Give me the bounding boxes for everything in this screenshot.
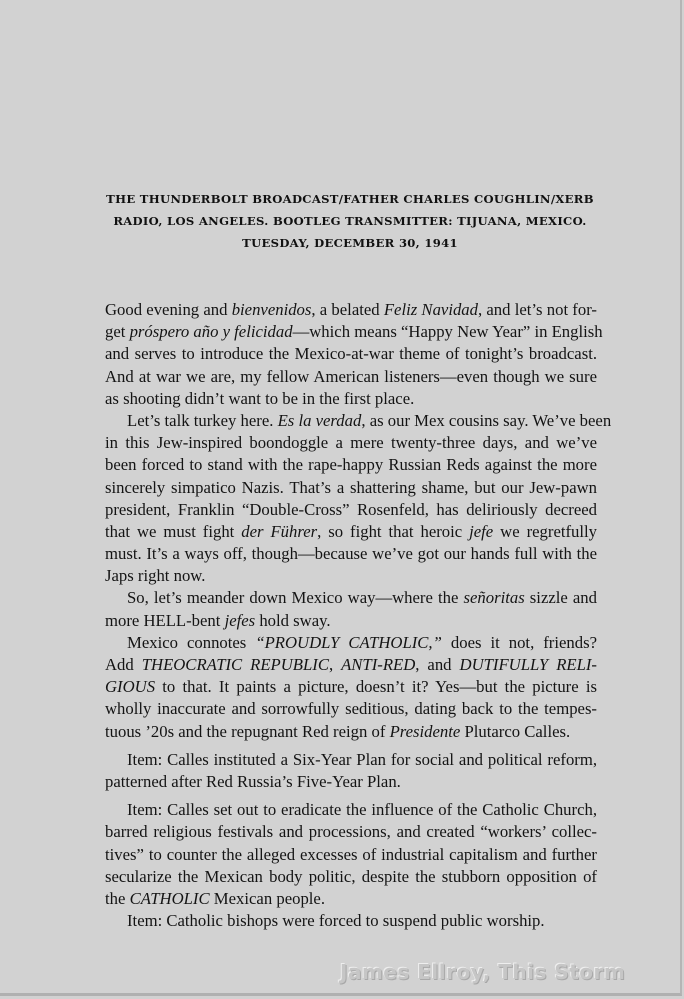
text-run: , and let’s not for- — [478, 300, 597, 319]
text-run: , so fight that heroic — [317, 521, 470, 541]
text-run: Plutarco Calles. — [460, 721, 571, 741]
text-run-italic: der Führer — [241, 521, 318, 541]
watermark: James Ellroy, This Storm — [340, 960, 626, 984]
text-line: Item: Calles set out to eradicate the influence of the Catholic Church, — [127, 800, 597, 820]
text-run: , as our Mex cousins say. We’ve been — [361, 410, 612, 430]
text-run-italic: GIOUS — [105, 677, 156, 697]
paragraph-3 — [105, 587, 597, 631]
text-line: And at war we are, my fellow American listeners—even though we sure — [105, 366, 597, 386]
text-line: secularize the Mexican body politic, despite the stubborn opposition of — [105, 866, 597, 886]
text-line — [105, 521, 597, 543]
text-run: So, let’s meander down Mexico way—where the — [127, 588, 464, 608]
header-line-2: RADIO, LOS ANGELES. BOOTLEG TRANSMITTER: TIJUANA, MEXICO. — [113, 214, 587, 228]
text-line — [105, 721, 597, 743]
paragraph-6 — [105, 799, 597, 910]
text-line: in this Jew-inspired boondoggle a mere twenty-three days, and we’ve — [105, 433, 597, 453]
text-line: tives” to counter the alleged excesses of industrial capitalism and further — [105, 844, 597, 864]
text-run-italic: ANTI-RED — [341, 655, 416, 674]
text-run-italic: “PROUDLY CATHOLIC,” — [255, 632, 442, 652]
text-run: Add — [105, 655, 142, 674]
text-line: Item: Catholic bishops were forced to suspend public worship. — [127, 911, 545, 931]
text-line: must. It’s a ways off, though—because we’ve got our hands full with the — [105, 544, 597, 564]
text-run: , a belated — [311, 300, 384, 319]
paragraph-1 — [105, 299, 603, 410]
text-run: the — [105, 888, 130, 908]
text-run: hold sway. — [255, 610, 331, 630]
text-run-italic: CATHOLIC — [129, 888, 210, 908]
text-run-italic: jefe — [469, 521, 494, 541]
text-line — [105, 299, 597, 321]
text-run-italic: Presidente — [389, 721, 461, 741]
paragraph-5 — [105, 749, 597, 793]
text-run-italic: jefes — [224, 610, 256, 630]
text-line — [105, 632, 597, 654]
text-run: get — [105, 322, 130, 342]
text-line — [105, 654, 597, 676]
text-line: barred religious festivals and processions, and created “workers’ collec- — [105, 822, 597, 842]
header-line-3: TUESDAY, DECEMBER 30, 1941 — [242, 236, 458, 250]
text-run: Mexico connotes — [127, 632, 256, 652]
text-line: president, Franklin “Double-Cross” Rosenfeld, has deliriously decreed — [105, 499, 597, 519]
text-run-italic: bienvenidos — [231, 300, 312, 319]
broadcast-header — [100, 188, 600, 254]
text-line — [105, 410, 612, 432]
text-line: as shooting didn’t want to be in the first place. — [105, 388, 415, 408]
text-run-italic: señoritas — [463, 588, 525, 608]
text-line — [105, 587, 597, 609]
header-line-1: THE THUNDERBOLT BROADCAST/FATHER CHARLES COUGHLIN/XERB — [106, 192, 594, 206]
paragraph-2 — [105, 410, 612, 588]
text-run: Let’s talk turkey here. — [127, 410, 278, 430]
text-run: that we must fight — [105, 521, 242, 541]
text-line: patterned after Red Russia’s Five-Year Plan. — [105, 771, 401, 791]
text-line — [105, 610, 597, 632]
text-line: Japs right now. — [105, 566, 206, 586]
text-run: we regretfully — [493, 521, 598, 541]
text-run: , — [328, 655, 342, 674]
text-line: and serves to introduce the Mexico-at-war theme of tonight’s broadcast. — [105, 344, 597, 364]
text-run: —which means “Happy New Year” in English — [292, 322, 603, 342]
text-run-italic: Feliz Navidad — [383, 300, 478, 319]
text-line: sincerely simpatico Nazis. That’s a shattering shame, but our Jew-pawn — [105, 477, 597, 497]
text-run: , and — [415, 655, 460, 674]
text-run: Mexican people. — [209, 888, 326, 908]
text-run-italic: DUTIFULLY RELI- — [459, 655, 597, 674]
text-run: sizzle and — [524, 588, 597, 608]
text-run-italic: Es la verdad — [277, 410, 362, 430]
text-line: Item: Calles instituted a Six-Year Plan for social and political reform, — [127, 749, 597, 769]
paragraph-4 — [105, 632, 597, 743]
paragraph-7 — [105, 910, 597, 932]
text-line: wholly inaccurate and sorrowfully seditious, dating back to the tempes- — [105, 699, 597, 719]
text-run: does it not, friends? — [441, 632, 597, 652]
text-line — [105, 321, 603, 343]
text-run: tuous ’20s and the repugnant Red reign of — [105, 721, 390, 741]
text-run-italic: próspero año y felicidad — [129, 322, 293, 342]
text-run-italic: THEOCRATIC REPUBLIC — [141, 655, 329, 674]
text-line — [105, 676, 597, 698]
text-run: more HELL-bent — [105, 610, 225, 630]
text-line — [105, 888, 597, 910]
body-text — [105, 299, 612, 932]
text-line: been forced to stand with the rape-happy Russian Reds against the more — [105, 455, 597, 475]
text-run: to that. It paints a picture, doesn’t it? Yes—but the picture is — [155, 677, 597, 697]
text-run: Good evening and — [105, 300, 232, 319]
